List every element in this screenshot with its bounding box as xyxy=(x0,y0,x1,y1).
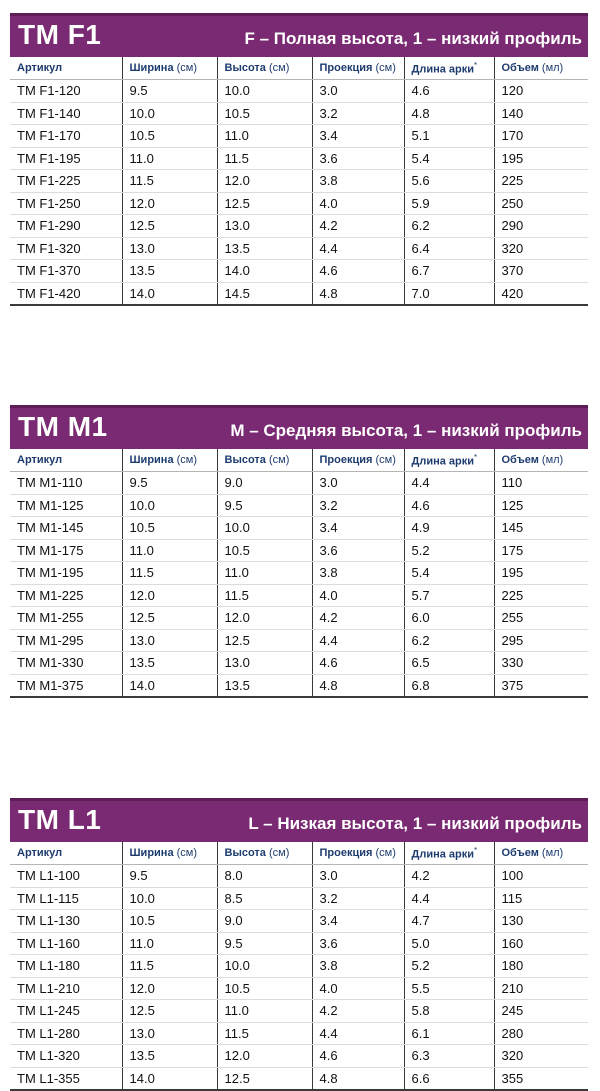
cell-arch-length: 4.6 xyxy=(404,494,494,517)
cell-volume: 290 xyxy=(494,215,588,238)
cell-arch-length: 6.4 xyxy=(404,237,494,260)
cell-projection: 3.0 xyxy=(312,472,404,495)
col-width: Ширина (см) xyxy=(122,57,217,80)
cell-arch-length: 6.6 xyxy=(404,1067,494,1090)
cell-projection: 4.6 xyxy=(312,260,404,283)
cell-height: 10.0 xyxy=(217,955,312,978)
cell-height: 9.5 xyxy=(217,494,312,517)
cell-width: 10.5 xyxy=(122,517,217,540)
cell-volume: 125 xyxy=(494,494,588,517)
table-row xyxy=(10,147,588,170)
table-row xyxy=(10,1067,588,1090)
cell-arch-length: 5.8 xyxy=(404,1000,494,1023)
cell-height: 11.5 xyxy=(217,1022,312,1045)
cell-article: TM L1-160 xyxy=(10,932,122,955)
table-row xyxy=(10,125,588,148)
cell-width: 13.0 xyxy=(122,1022,217,1045)
cell-projection: 4.6 xyxy=(312,652,404,675)
table-row xyxy=(10,517,588,540)
cell-projection: 3.6 xyxy=(312,539,404,562)
cell-volume: 250 xyxy=(494,192,588,215)
cell-height: 11.0 xyxy=(217,562,312,585)
cell-article: TM M1-145 xyxy=(10,517,122,540)
cell-arch-length: 6.2 xyxy=(404,215,494,238)
cell-arch-length: 5.2 xyxy=(404,955,494,978)
cell-width: 10.0 xyxy=(122,887,217,910)
cell-arch-length: 7.0 xyxy=(404,282,494,305)
col-article: Артикул xyxy=(10,449,122,472)
series-code: TM F1 xyxy=(18,19,102,50)
cell-height: 13.0 xyxy=(217,652,312,675)
cell-volume: 130 xyxy=(494,910,588,933)
cell-height: 10.5 xyxy=(217,102,312,125)
cell-width: 11.0 xyxy=(122,932,217,955)
cell-width: 12.5 xyxy=(122,215,217,238)
cell-arch-length: 5.9 xyxy=(404,192,494,215)
cell-projection: 4.8 xyxy=(312,1067,404,1090)
col-volume: Объем (мл) xyxy=(494,57,588,80)
series-description: M – Средняя высота, 1 – низкий профиль xyxy=(230,421,582,440)
cell-article: TM L1-245 xyxy=(10,1000,122,1023)
cell-projection: 4.4 xyxy=(312,1022,404,1045)
cell-height: 12.0 xyxy=(217,607,312,630)
cell-height: 8.5 xyxy=(217,887,312,910)
cell-height: 13.5 xyxy=(217,674,312,697)
cell-arch-length: 4.2 xyxy=(404,865,494,888)
cell-height: 12.5 xyxy=(217,1067,312,1090)
cell-projection: 3.2 xyxy=(312,494,404,517)
cell-arch-length: 5.4 xyxy=(404,562,494,585)
cell-volume: 280 xyxy=(494,1022,588,1045)
table-row xyxy=(10,932,588,955)
cell-projection: 4.2 xyxy=(312,215,404,238)
cell-projection: 4.8 xyxy=(312,282,404,305)
cell-width: 10.0 xyxy=(122,494,217,517)
table-body xyxy=(10,865,588,1091)
cell-article: TM F1-140 xyxy=(10,102,122,125)
cell-article: TM L1-115 xyxy=(10,887,122,910)
column-header-row xyxy=(10,842,588,865)
cell-projection: 4.4 xyxy=(312,237,404,260)
cell-article: TM F1-195 xyxy=(10,147,122,170)
col-article: Артикул xyxy=(10,57,122,80)
cell-width: 13.5 xyxy=(122,260,217,283)
cell-height: 9.0 xyxy=(217,472,312,495)
cell-width: 11.5 xyxy=(122,170,217,193)
cell-volume: 100 xyxy=(494,865,588,888)
cell-article: TM L1-355 xyxy=(10,1067,122,1090)
cell-height: 9.5 xyxy=(217,932,312,955)
cell-projection: 3.4 xyxy=(312,517,404,540)
table-row xyxy=(10,170,588,193)
cell-width: 12.0 xyxy=(122,977,217,1000)
table-row xyxy=(10,102,588,125)
cell-projection: 4.0 xyxy=(312,977,404,1000)
cell-arch-length: 5.1 xyxy=(404,125,494,148)
series-description: F – Полная высота, 1 – низкий профиль xyxy=(244,29,582,48)
cell-width: 14.0 xyxy=(122,674,217,697)
cell-article: TM F1-420 xyxy=(10,282,122,305)
cell-width: 12.5 xyxy=(122,1000,217,1023)
cell-width: 13.0 xyxy=(122,629,217,652)
col-arch-length: Длина арки* xyxy=(404,449,494,472)
cell-width: 12.5 xyxy=(122,607,217,630)
cell-projection: 3.2 xyxy=(312,102,404,125)
cell-arch-length: 5.5 xyxy=(404,977,494,1000)
cell-arch-length: 6.1 xyxy=(404,1022,494,1045)
cell-volume: 255 xyxy=(494,607,588,630)
cell-article: TM L1-130 xyxy=(10,910,122,933)
cell-height: 12.5 xyxy=(217,629,312,652)
table-row xyxy=(10,887,588,910)
cell-article: TM M1-375 xyxy=(10,674,122,697)
cell-projection: 3.4 xyxy=(312,910,404,933)
series-code: TM L1 xyxy=(18,804,102,835)
table-header-bar xyxy=(10,13,588,57)
cell-height: 12.0 xyxy=(217,1045,312,1068)
product-table-l1 xyxy=(10,798,588,1091)
table-row xyxy=(10,80,588,103)
cell-arch-length: 6.2 xyxy=(404,629,494,652)
cell-article: TM M1-295 xyxy=(10,629,122,652)
table-row xyxy=(10,1045,588,1068)
cell-width: 11.5 xyxy=(122,562,217,585)
spec-table xyxy=(10,57,588,306)
cell-width: 9.5 xyxy=(122,80,217,103)
cell-arch-length: 4.6 xyxy=(404,80,494,103)
cell-width: 13.5 xyxy=(122,652,217,675)
cell-arch-length: 4.9 xyxy=(404,517,494,540)
cell-width: 10.5 xyxy=(122,125,217,148)
table-row xyxy=(10,1000,588,1023)
cell-width: 13.0 xyxy=(122,237,217,260)
cell-width: 11.5 xyxy=(122,955,217,978)
product-table-f1 xyxy=(10,13,588,306)
cell-projection: 4.2 xyxy=(312,607,404,630)
col-height: Высота (см) xyxy=(217,842,312,865)
series-code: TM M1 xyxy=(18,411,108,442)
product-table-m1 xyxy=(10,405,588,698)
cell-width: 11.0 xyxy=(122,147,217,170)
cell-height: 10.5 xyxy=(217,977,312,1000)
cell-article: TM F1-290 xyxy=(10,215,122,238)
table-row xyxy=(10,215,588,238)
cell-article: TM F1-170 xyxy=(10,125,122,148)
cell-projection: 3.8 xyxy=(312,955,404,978)
col-width: Ширина (см) xyxy=(122,449,217,472)
cell-article: TM M1-255 xyxy=(10,607,122,630)
cell-volume: 115 xyxy=(494,887,588,910)
cell-height: 11.5 xyxy=(217,147,312,170)
table-row xyxy=(10,629,588,652)
cell-arch-length: 6.7 xyxy=(404,260,494,283)
cell-projection: 3.8 xyxy=(312,562,404,585)
cell-article: TM F1-370 xyxy=(10,260,122,283)
table-row xyxy=(10,955,588,978)
cell-height: 8.0 xyxy=(217,865,312,888)
cell-article: TM L1-210 xyxy=(10,977,122,1000)
cell-height: 11.5 xyxy=(217,584,312,607)
cell-arch-length: 5.2 xyxy=(404,539,494,562)
cell-height: 11.0 xyxy=(217,125,312,148)
column-header-row xyxy=(10,57,588,80)
cell-volume: 140 xyxy=(494,102,588,125)
cell-volume: 110 xyxy=(494,472,588,495)
cell-height: 14.5 xyxy=(217,282,312,305)
table-row xyxy=(10,584,588,607)
col-projection: Проекция (см) xyxy=(312,842,404,865)
cell-arch-length: 6.8 xyxy=(404,674,494,697)
col-volume: Объем (мл) xyxy=(494,842,588,865)
table-row xyxy=(10,607,588,630)
cell-height: 11.0 xyxy=(217,1000,312,1023)
cell-projection: 3.8 xyxy=(312,170,404,193)
cell-height: 10.0 xyxy=(217,80,312,103)
cell-article: TM F1-320 xyxy=(10,237,122,260)
table-row xyxy=(10,192,588,215)
cell-volume: 330 xyxy=(494,652,588,675)
cell-article: TM L1-320 xyxy=(10,1045,122,1068)
cell-volume: 295 xyxy=(494,629,588,652)
cell-article: TM M1-110 xyxy=(10,472,122,495)
cell-volume: 375 xyxy=(494,674,588,697)
cell-projection: 3.0 xyxy=(312,80,404,103)
cell-volume: 225 xyxy=(494,584,588,607)
cell-volume: 145 xyxy=(494,517,588,540)
cell-projection: 4.4 xyxy=(312,629,404,652)
cell-volume: 195 xyxy=(494,147,588,170)
cell-height: 9.0 xyxy=(217,910,312,933)
cell-volume: 195 xyxy=(494,562,588,585)
cell-height: 14.0 xyxy=(217,260,312,283)
spec-table xyxy=(10,842,588,1091)
col-volume: Объем (мл) xyxy=(494,449,588,472)
table-row xyxy=(10,865,588,888)
table-header-bar xyxy=(10,798,588,842)
col-projection: Проекция (см) xyxy=(312,449,404,472)
cell-width: 9.5 xyxy=(122,472,217,495)
cell-article: TM L1-180 xyxy=(10,955,122,978)
cell-volume: 320 xyxy=(494,1045,588,1068)
cell-arch-length: 6.0 xyxy=(404,607,494,630)
cell-arch-length: 6.3 xyxy=(404,1045,494,1068)
cell-volume: 225 xyxy=(494,170,588,193)
cell-arch-length: 5.6 xyxy=(404,170,494,193)
cell-projection: 3.6 xyxy=(312,147,404,170)
cell-article: TM M1-175 xyxy=(10,539,122,562)
table-body xyxy=(10,472,588,698)
column-header-row xyxy=(10,449,588,472)
cell-arch-length: 4.4 xyxy=(404,472,494,495)
cell-height: 12.0 xyxy=(217,170,312,193)
cell-article: TM L1-280 xyxy=(10,1022,122,1045)
table-row xyxy=(10,1022,588,1045)
col-height: Высота (см) xyxy=(217,57,312,80)
cell-volume: 420 xyxy=(494,282,588,305)
cell-volume: 210 xyxy=(494,977,588,1000)
cell-volume: 320 xyxy=(494,237,588,260)
cell-arch-length: 4.4 xyxy=(404,887,494,910)
table-row xyxy=(10,910,588,933)
cell-volume: 170 xyxy=(494,125,588,148)
cell-volume: 120 xyxy=(494,80,588,103)
cell-width: 11.0 xyxy=(122,539,217,562)
table-row xyxy=(10,674,588,697)
cell-article: TM M1-195 xyxy=(10,562,122,585)
cell-article: TM F1-250 xyxy=(10,192,122,215)
series-description: L – Низкая высота, 1 – низкий профиль xyxy=(248,814,582,833)
table-row xyxy=(10,652,588,675)
cell-arch-length: 5.7 xyxy=(404,584,494,607)
cell-article: TM F1-120 xyxy=(10,80,122,103)
cell-height: 10.0 xyxy=(217,517,312,540)
table-row xyxy=(10,282,588,305)
table-body xyxy=(10,80,588,306)
cell-volume: 180 xyxy=(494,955,588,978)
cell-width: 12.0 xyxy=(122,584,217,607)
cell-article: TM L1-100 xyxy=(10,865,122,888)
cell-arch-length: 4.7 xyxy=(404,910,494,933)
cell-article: TM F1-225 xyxy=(10,170,122,193)
cell-volume: 245 xyxy=(494,1000,588,1023)
cell-volume: 160 xyxy=(494,932,588,955)
cell-arch-length: 4.8 xyxy=(404,102,494,125)
col-arch-length: Длина арки* xyxy=(404,842,494,865)
table-row xyxy=(10,472,588,495)
cell-volume: 355 xyxy=(494,1067,588,1090)
cell-width: 13.5 xyxy=(122,1045,217,1068)
col-height: Высота (см) xyxy=(217,449,312,472)
cell-projection: 3.0 xyxy=(312,865,404,888)
cell-arch-length: 6.5 xyxy=(404,652,494,675)
table-row xyxy=(10,562,588,585)
table-header-bar xyxy=(10,405,588,449)
cell-article: TM M1-225 xyxy=(10,584,122,607)
cell-volume: 175 xyxy=(494,539,588,562)
cell-width: 14.0 xyxy=(122,282,217,305)
spec-table xyxy=(10,449,588,698)
col-article: Артикул xyxy=(10,842,122,865)
cell-width: 14.0 xyxy=(122,1067,217,1090)
cell-width: 12.0 xyxy=(122,192,217,215)
cell-arch-length: 5.4 xyxy=(404,147,494,170)
cell-height: 13.0 xyxy=(217,215,312,238)
table-row xyxy=(10,237,588,260)
table-row xyxy=(10,260,588,283)
cell-volume: 370 xyxy=(494,260,588,283)
col-arch-length: Длина арки* xyxy=(404,57,494,80)
cell-projection: 4.2 xyxy=(312,1000,404,1023)
table-row xyxy=(10,494,588,517)
cell-projection: 4.6 xyxy=(312,1045,404,1068)
cell-projection: 4.0 xyxy=(312,584,404,607)
cell-projection: 3.6 xyxy=(312,932,404,955)
col-projection: Проекция (см) xyxy=(312,57,404,80)
cell-projection: 3.2 xyxy=(312,887,404,910)
cell-width: 9.5 xyxy=(122,865,217,888)
cell-height: 12.5 xyxy=(217,192,312,215)
cell-article: TM M1-125 xyxy=(10,494,122,517)
table-row xyxy=(10,977,588,1000)
cell-arch-length: 5.0 xyxy=(404,932,494,955)
cell-article: TM M1-330 xyxy=(10,652,122,675)
cell-width: 10.0 xyxy=(122,102,217,125)
cell-height: 10.5 xyxy=(217,539,312,562)
col-width: Ширина (см) xyxy=(122,842,217,865)
table-row xyxy=(10,539,588,562)
cell-height: 13.5 xyxy=(217,237,312,260)
cell-projection: 3.4 xyxy=(312,125,404,148)
cell-width: 10.5 xyxy=(122,910,217,933)
cell-projection: 4.8 xyxy=(312,674,404,697)
cell-projection: 4.0 xyxy=(312,192,404,215)
